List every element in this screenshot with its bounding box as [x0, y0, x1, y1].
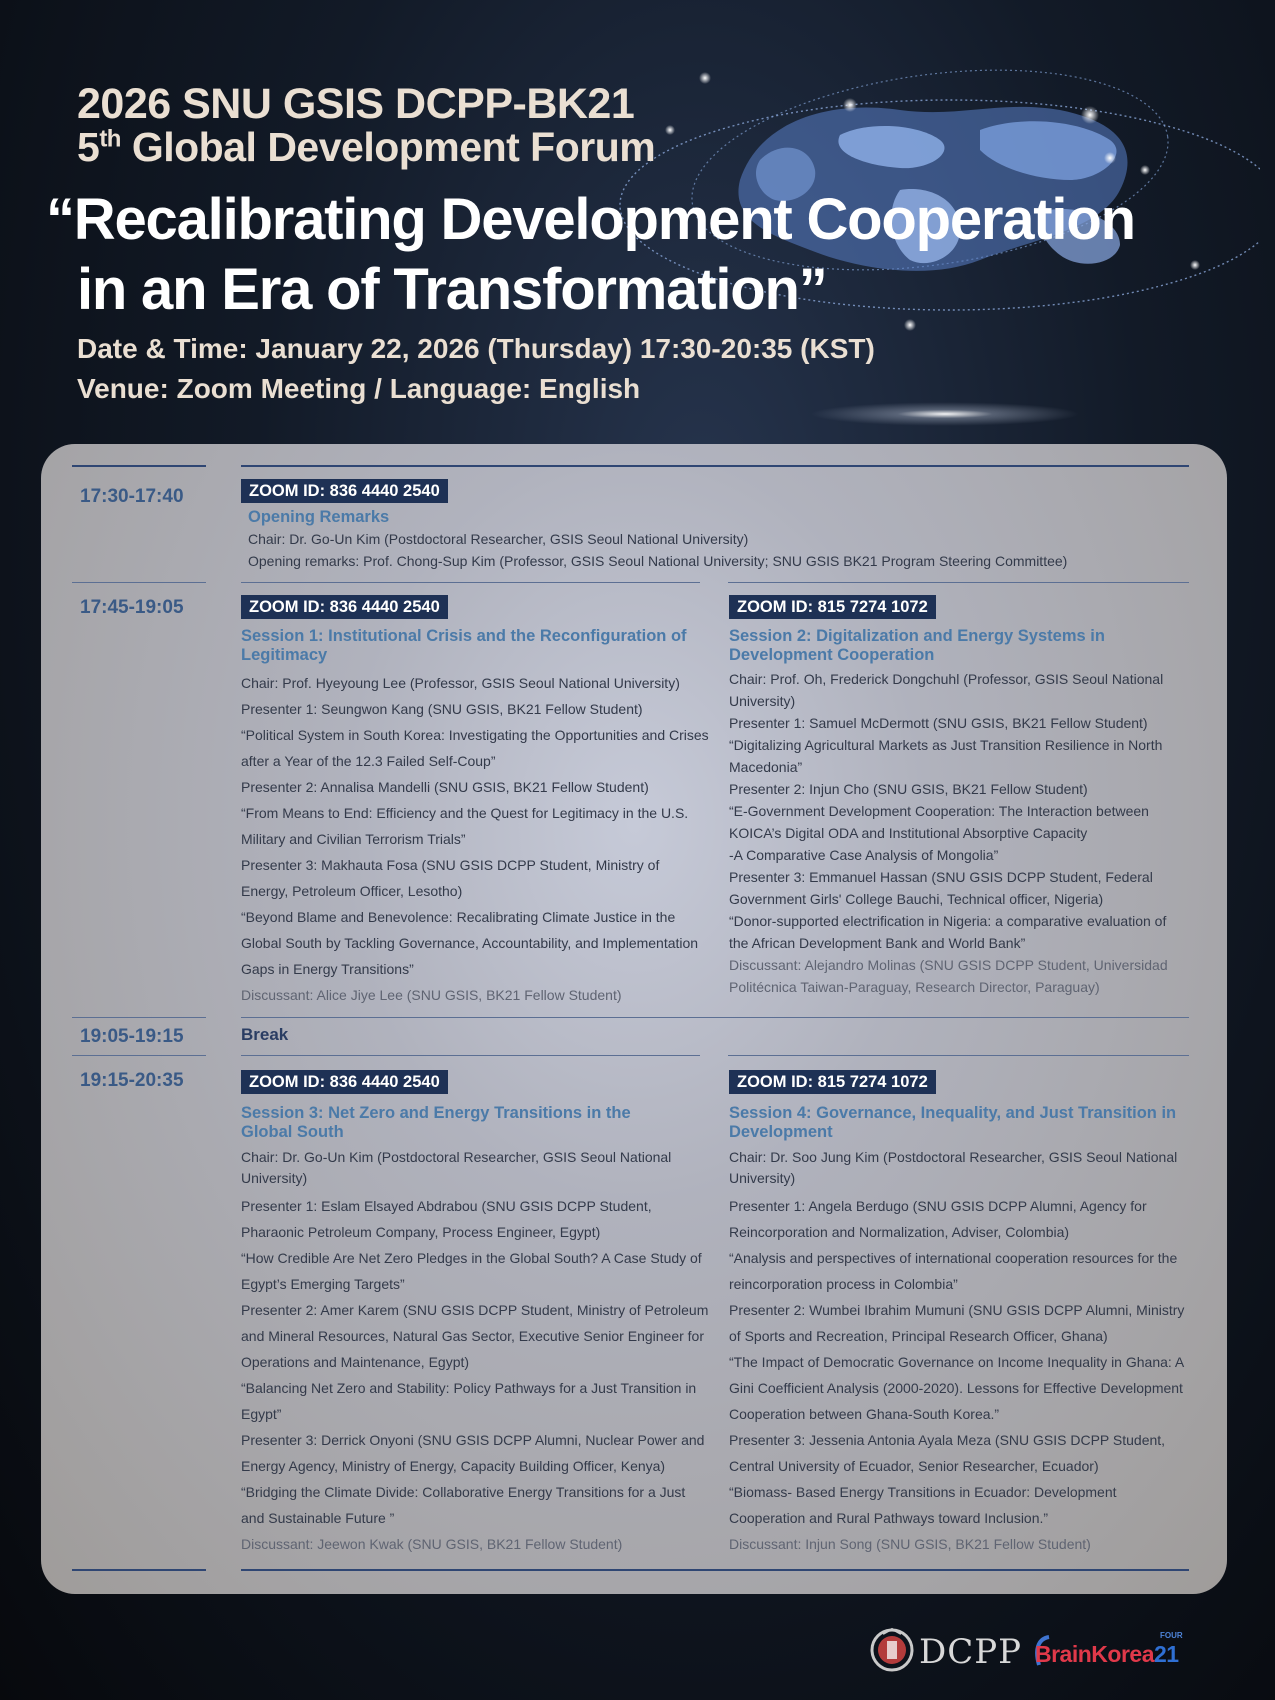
brainkorea-four-label: FOUR: [1160, 1631, 1183, 1640]
session-4-paper-3: “Biomass- Based Energy Transitions in Ecuador: Development Cooperation and Rural Pathways toward Inclusion.”: [729, 1484, 1117, 1526]
session-4-discussant: Discussant: Injun Song (SNU GSIS, BK21 Fellow Student): [729, 1536, 1091, 1552]
theme-line-2: in an Era of Transformation”: [77, 257, 827, 322]
break-label: Break: [241, 1025, 289, 1044]
opening-chair: Chair: Dr. Go-Un Kim (Postdoctoral Researcher, GSIS Seoul National University): [248, 531, 749, 547]
session-3-presenter-2: Presenter 2: Amer Karem (SNU GSIS DCPP Student, Ministry of Petroleum and Mineral Resources, Natural Gas Sector, Executive Senior Engineer for Operations and Maintenance, Egypt): [241, 1302, 709, 1370]
divider: [241, 582, 700, 583]
session-2-presenter-2: Presenter 2: Injun Cho (SNU GSIS, BK21 Fellow Student): [729, 781, 1088, 797]
session-4-paper-2: “The Impact of Democratic Governance on Income Inequality in Ghana: A Gini Coefficient Analysis (2000-2020). Lessons for Effective Development Cooperation between Ghana-South Korea.”: [729, 1354, 1184, 1422]
sponsor-logos: [865, 1627, 1195, 1677]
snu-emblem-icon: [869, 1627, 915, 1673]
divider: [241, 1017, 1189, 1018]
session-3-paper-3: “Bridging the Climate Divide: Collaborative Energy Transitions for a Just and Sustainable Future ”: [241, 1484, 686, 1526]
session-1-presenter-1: Presenter 1: Seungwon Kang (SNU GSIS, BK21 Fellow Student): [241, 701, 643, 717]
session-1-paper-2: “From Means to End: Efficiency and the Quest for Legitimacy in the U.S. Military and Civilian Terrorism Trials”: [241, 805, 689, 847]
time-slot-opening: 17:30-17:40: [80, 486, 184, 507]
theme-line-1: “Recalibrating Development Cooperation: [46, 187, 1135, 252]
session-2-details: [729, 668, 1189, 998]
session-2-presenter-3: Presenter 3: Emmanuel Hassan (SNU GSIS DCPP Student, Federal Government Girls' College Bauchi, Technical officer, Nigeria): [729, 869, 1153, 907]
zoom-id-badge: ZOOM ID: 836 4440 2540: [241, 595, 448, 619]
session-3-paper-2: “Balancing Net Zero and Stability: Policy Pathways for a Just Transition in Egypt”: [241, 1380, 697, 1422]
time-slot-break: 19:05-19:15: [80, 1026, 184, 1047]
divider: [72, 1569, 206, 1571]
session-2-paper-2: “E-Government Development Cooperation: The Interaction between KOICA’s Digital ODA and Institutional Absorptive Capacity: [729, 803, 1149, 841]
session-3-paper-1: “How Credible Are Net Zero Pledges in the Global South? A Case Study of Egypt’s Emerging Targets”: [241, 1250, 702, 1292]
session-3-discussant: Discussant: Jeewon Kwak (SNU GSIS, BK21 Fellow Student): [241, 1536, 623, 1552]
zoom-id-badge: ZOOM ID: 815 7274 1072: [729, 1070, 936, 1094]
session-2-presenter-1: Presenter 1: Samuel McDermott (SNU GSIS, BK21 Fellow Student): [729, 715, 1148, 731]
opening-remarks-speaker: Opening remarks: Prof. Chong-Sup Kim (Professor, GSIS Seoul National University; SNU GSIS BK21 Program Steering Committee): [248, 553, 1068, 569]
divider: [728, 1055, 1189, 1056]
edition-number: 5: [77, 124, 100, 170]
session-1-title: Session 1: Institutional Crisis and the Reconfiguration of Legitimacy: [241, 627, 687, 664]
session-1-paper-3: “Beyond Blame and Benevolence: Recalibrating Climate Justice in the Global South by Tackling Governance, Accountability, and Implementation Gaps in Energy Transitions”: [241, 909, 699, 977]
session-1-paper-1: “Political System in South Korea: Investigating the Opportunities and Crises after a Year of the 12.3 Failed Self-Coup”: [241, 727, 709, 769]
zoom-id-badge: ZOOM ID: 815 7274 1072: [729, 595, 936, 619]
brainkorea-logo: [1035, 1641, 1179, 1668]
divider: [72, 582, 206, 583]
forum-edition-title: [77, 124, 655, 171]
time-slot-sessions-3-4: 19:15-20:35: [80, 1070, 184, 1091]
session-1-presenter-3: Presenter 3: Makhauta Fosa (SNU GSIS DCPP Student, Ministry of Energy, Petroleum Officer, Lesotho): [241, 857, 660, 899]
session-2-chair: Chair: Prof. Oh, Frederick Dongchuhl (Professor, GSIS Seoul National University): [729, 671, 1164, 709]
session-3-details: [241, 1147, 709, 1557]
brainkorea-logo-number: 21: [1153, 1641, 1179, 1667]
session-1-chair: Chair: Prof. Hyeyoung Lee (Professor, GSIS Seoul National University): [241, 675, 680, 691]
dcpp-logo-text: DCPP: [919, 1632, 1023, 1672]
session-1-details: [241, 670, 709, 1008]
session-3-title: Session 3: Net Zero and Energy Transitions in the Global South: [241, 1104, 631, 1141]
session-2-discussant: Discussant: Alejandro Molinas (SNU GSIS DCPP Student, Universidad Politécnica Taiwan-Paraguay, Research Director, Paraguay): [729, 957, 1168, 995]
divider: [728, 582, 1189, 583]
edition-rest: Global Development Forum: [120, 124, 656, 170]
zoom-id-badge: ZOOM ID: 836 4440 2540: [241, 1070, 448, 1094]
divider: [241, 465, 1189, 467]
divider: [241, 1055, 700, 1056]
session-4-details: [729, 1147, 1191, 1557]
session-4-presenter-3: Presenter 3: Jessenia Antonia Ayala Meza (SNU GSIS DCPP Student, Central University of Ecuador, Senior Researcher, Ecuador): [729, 1432, 1166, 1474]
session-1-discussant: Discussant: Alice Jiye Lee (SNU GSIS, BK21 Fellow Student): [241, 987, 622, 1003]
forum-series-title: 2026 SNU GSIS DCPP-BK21: [77, 80, 635, 128]
session-4-title: Session 4: Governance, Inequality, and Just Transition in Development: [729, 1104, 1177, 1141]
divider: [72, 1055, 206, 1056]
session-3-presenter-3: Presenter 3: Derrick Onyoni (SNU GSIS DCPP Alumni, Nuclear Power and Energy Agency, Ministry of Energy, Capacity Building Officer, Kenya): [241, 1432, 705, 1474]
session-2-title: Session 2: Digitalization and Energy Systems in Development Cooperation: [729, 627, 1105, 664]
session-4-presenter-2: Presenter 2: Wumbei Ibrahim Mumuni (SNU GSIS DCPP Alumni, Ministry of Sports and Recreation, Principal Research Officer, Ghana): [729, 1302, 1185, 1344]
session-2-paper-2-subtitle: -A Comparative Case Analysis of Mongolia”: [729, 847, 999, 863]
session-1-presenter-2: Presenter 2: Annalisa Mandelli (SNU GSIS, BK21 Fellow Student): [241, 779, 649, 795]
session-4-presenter-1: Presenter 1: Angela Berdugo (SNU GSIS DCPP Alumni, Agency for Reincorporation and Normalization, Adviser, Colombia): [729, 1198, 1147, 1240]
session-2-paper-3: “Donor-supported electrification in Nigeria: a comparative evaluation of the African Development Bank and World Bank”: [729, 913, 1167, 951]
forum-theme: [46, 185, 1135, 325]
session-3-presenter-1: Presenter 1: Eslam Elsayed Abdrabou (SNU GSIS DCPP Student, Pharaonic Petroleum Company, Process Engineer, Egypt): [241, 1198, 652, 1240]
date-time: Date & Time: January 22, 2026 (Thursday) 17:30-20:35 (KST): [77, 333, 875, 364]
edition-ordinal: th: [99, 125, 121, 153]
brainkorea-logo-text: BrainKorea: [1035, 1641, 1154, 1667]
session-3-chair: Chair: Dr. Go-Un Kim (Postdoctoral Researcher, GSIS Seoul National University): [241, 1149, 672, 1186]
session-4-paper-1: “Analysis and perspectives of international cooperation resources for the reincorporation process in Colombia”: [729, 1250, 1178, 1292]
poster-header: [0, 0, 1275, 440]
session-2-paper-1: “Digitalizing Agricultural Markets as Just Transition Resilience in North Macedonia”: [729, 737, 1163, 775]
divider: [241, 1569, 1189, 1571]
divider: [72, 1017, 206, 1018]
zoom-id-badge: ZOOM ID: 836 4440 2540: [241, 479, 448, 503]
opening-remarks-title: Opening Remarks: [248, 508, 390, 526]
time-slot-sessions-1-2: 17:45-19:05: [80, 597, 184, 618]
light-flare: [810, 402, 1080, 426]
venue-language: Venue: Zoom Meeting / Language: English: [77, 373, 641, 404]
opening-details: [248, 528, 1178, 572]
session-4-chair: Chair: Dr. Soo Jung Kim (Postdoctoral Researcher, GSIS Seoul National University): [729, 1149, 1178, 1186]
divider: [72, 465, 206, 467]
